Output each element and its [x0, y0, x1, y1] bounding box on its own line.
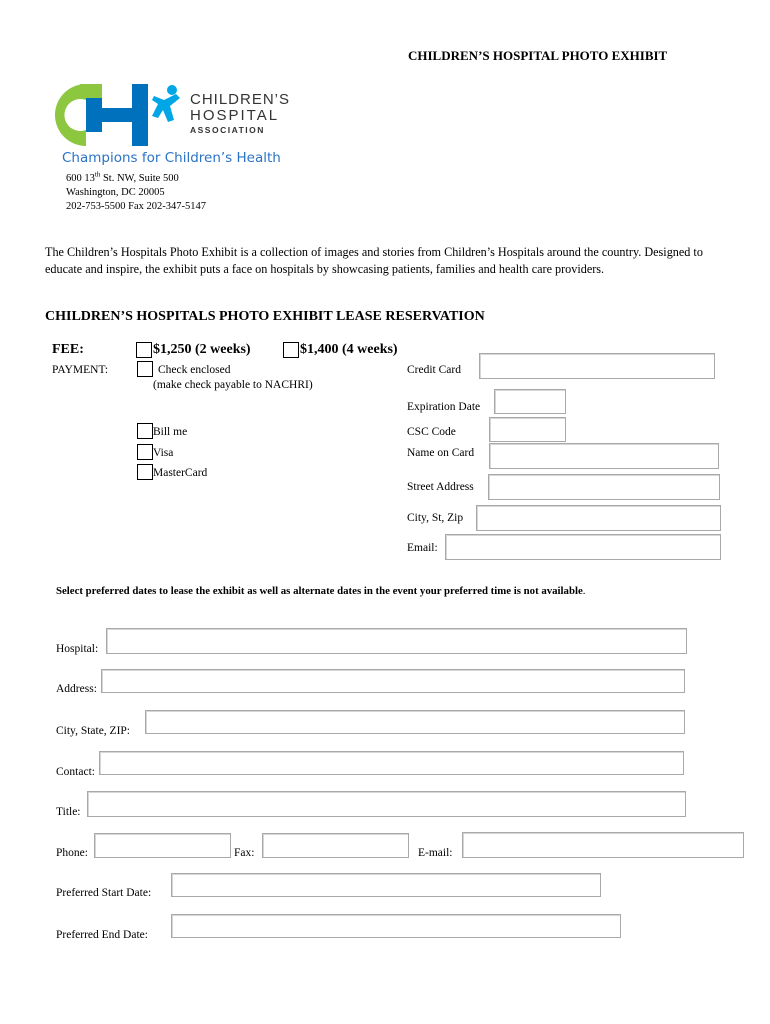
mastercard-label: MasterCard	[153, 467, 208, 479]
bill-me-label: Bill me	[153, 426, 188, 438]
city-state-zip-field[interactable]	[145, 710, 685, 734]
logo-line3: ASSOCIATION	[190, 125, 265, 135]
fee-4weeks-label: $1,400 (4 weeks)	[300, 342, 398, 357]
payment-label: PAYMENT:	[52, 364, 109, 376]
visa-checkbox[interactable]	[137, 444, 153, 460]
document-title: CHILDREN’S HOSPITAL PHOTO EXHIBIT	[408, 48, 668, 63]
address-city: Washington, DC 20005	[66, 187, 165, 198]
visa-label: Visa	[153, 447, 174, 459]
email-contact-field[interactable]	[462, 832, 744, 858]
fee-2weeks-checkbox[interactable]	[136, 342, 152, 358]
end-date-label: Preferred End Date:	[56, 929, 148, 941]
dates-note-period: .	[582, 585, 586, 597]
cha-logo	[50, 80, 290, 170]
fee-4weeks-checkbox[interactable]	[283, 342, 299, 358]
city-st-zip-field[interactable]	[476, 505, 721, 531]
fee-2weeks-label: $1,250 (2 weeks)	[153, 342, 251, 357]
contact-field[interactable]	[99, 751, 684, 775]
fax-label: Fax:	[234, 847, 255, 859]
address-label: Address:	[56, 683, 97, 695]
title-field[interactable]	[87, 791, 686, 817]
logo-text	[190, 92, 290, 136]
section-title: CHILDREN’S HOSPITALS PHOTO EXHIBIT LEASE RESERVATION	[45, 309, 485, 324]
dates-note-text: Select preferred dates to lease the exhibit as well as alternate dates in the event your preferred time is not available	[56, 585, 583, 597]
address-phone: 202-753-5500 Fax 202-347-5147	[66, 201, 206, 212]
check-payable-note: (make check payable to NACHRI)	[153, 379, 313, 391]
city-st-zip-label: City, St, Zip	[407, 512, 464, 524]
mastercard-checkbox[interactable]	[137, 464, 153, 480]
start-date-label: Preferred Start Date:	[56, 887, 152, 899]
city-state-zip-label: City, State, ZIP:	[56, 725, 131, 737]
csc-field[interactable]	[489, 417, 566, 442]
phone-label: Phone:	[56, 847, 88, 859]
address-street: 600 13th St. NW, Suite 500	[66, 170, 179, 184]
title-label: Title:	[56, 806, 81, 818]
name-on-card-label: Name on Card	[407, 447, 475, 459]
start-date-field[interactable]	[171, 873, 601, 897]
end-date-field[interactable]	[171, 914, 621, 938]
hospital-label: Hospital:	[56, 643, 99, 655]
email-contact-label: E-mail:	[418, 847, 453, 859]
name-on-card-field[interactable]	[489, 443, 719, 469]
expiration-field[interactable]	[494, 389, 566, 414]
check-enclosed-label: Check enclosed	[158, 364, 231, 376]
credit-card-field[interactable]	[479, 353, 715, 379]
expiration-label: Expiration Date	[407, 401, 481, 413]
hospital-field[interactable]	[106, 628, 687, 654]
street-address-label: Street Address	[407, 481, 474, 493]
bill-me-checkbox[interactable]	[137, 423, 153, 439]
intro-paragraph: The Children’s Hospitals Photo Exhibit is a collection of images and stories from Children’s Hospitals around the country. Designed to educate and inspire, the exhibit puts a face on hospitals by showcasing patients, families and health care providers.	[45, 245, 703, 276]
ch-logo-icon	[50, 80, 190, 150]
fax-field[interactable]	[262, 833, 409, 858]
email-label: Email:	[407, 542, 438, 554]
dates-note	[56, 585, 585, 597]
logo-line2: HOSPITAL	[190, 107, 280, 124]
address-block	[66, 172, 206, 214]
email-field[interactable]	[445, 534, 721, 560]
contact-label: Contact:	[56, 766, 95, 778]
csc-label: CSC Code	[407, 426, 456, 438]
logo-line1: CHILDREN’S	[190, 91, 291, 108]
address-field[interactable]	[101, 669, 685, 693]
street-address-field[interactable]	[488, 474, 720, 500]
check-enclosed-checkbox[interactable]	[137, 361, 153, 377]
credit-card-label: Credit Card	[407, 364, 461, 376]
phone-field[interactable]	[94, 833, 231, 858]
logo-tagline: Champions for Children’s Health	[62, 150, 281, 166]
fee-label: FEE:	[52, 342, 84, 357]
